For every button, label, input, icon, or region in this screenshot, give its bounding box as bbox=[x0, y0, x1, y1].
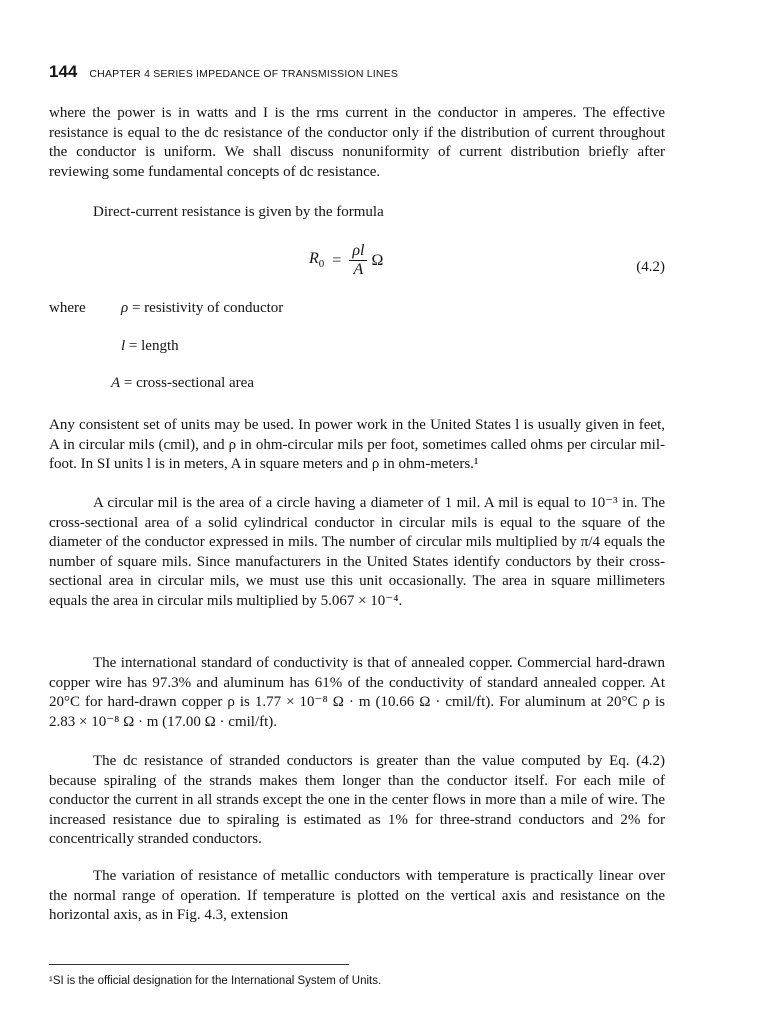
paragraph-circular-mil: A circular mil is the area of a circle having a diameter of 1 mil. A mil is equal to 10⁻³ in. The cross-sectional area of a solid cylindrical conductor in circular mils is equal to the square of the diameter of the conductor expressed in mils. The number of circular mils multiplied by π/4 equals the number of square mils. Since manufacturers in the United States identify conductors by their cross-sectional area in circular mils, we must use this unit occasionally. The area in square millimeters equals the area in circular mils multiplied by 5.067 × 10⁻⁴. bbox=[49, 495, 665, 609]
page-number: 144 bbox=[49, 62, 78, 81]
equation-equals: = bbox=[332, 251, 342, 269]
equation-denominator: A bbox=[353, 261, 364, 278]
paragraph-temperature: The variation of resistance of metallic conductors with temperature is practically linear over the normal range of operation. If temperature is plotted on the vertical axis and resistance on the horizontal axis, as in Fig. 4.3, extension bbox=[49, 868, 665, 923]
footnote-rule bbox=[49, 964, 349, 965]
paragraph-dc-resistance-intro: Direct-current resistance is given by the formula bbox=[93, 204, 384, 220]
footnote: ¹SI is the official designation for the International System of Units. bbox=[49, 975, 382, 987]
equation-numerator: ρl bbox=[349, 242, 367, 261]
equation-lhs: $R_0$ bbox=[309, 250, 325, 271]
equation-4-2 bbox=[309, 242, 383, 279]
paragraph-stranded-conductors: The dc resistance of stranded conductors is greater than the value computed by Eq. (4.2) because spiraling of the strands makes them longer than the conductor itself. For each mile of conductor the current in all strands except the one in the center flows in more than a mile of wire. The increased resistance due to spiraling is estimated as 1% for three-strand conductors and 2% for concentrically stranded conductors. bbox=[49, 753, 665, 847]
paragraph-conductivity: The international standard of conductivity is that of annealed copper. Commercial hard-drawn copper wire has 97.3% and aluminum has 61% of the conductivity of standard annealed copper. At 20°C for hard-drawn copper ρ is 1.77 × 10⁻⁸ Ω · m (10.66 Ω · cmil/ft). For aluminum at 20°C ρ is 2.83 × 10⁻⁸ Ω · m (17.00 Ω · cmil/ft). bbox=[49, 655, 665, 730]
equation-number: (4.2) bbox=[636, 259, 665, 275]
chapter-title: CHAPTER 4 SERIES IMPEDANCE OF TRANSMISSION LINES bbox=[89, 68, 399, 80]
running-head bbox=[49, 62, 398, 82]
definitions-label: where bbox=[49, 300, 86, 316]
paragraph-effective-resistance: where the power is in watts and I is the rms current in the conductor in amperes. The effective resistance is equal to the dc resistance of the conductor only if the distribution of current throughout the conductor is uniform. We shall discuss nonuniformity of current distribution briefly after reviewing some fundamental concepts of dc resistance. bbox=[49, 105, 665, 180]
equation-unit: Ω bbox=[371, 251, 384, 269]
paragraph-units: Any consistent set of units may be used. In power work in the United States l is usually given in feet, A in circular mils (cmil), and ρ in ohm-circular mils per foot, sometimes called ohms per circular mil-foot. In SI units l is in meters, A in square meters and ρ in ohm-meters.¹ bbox=[49, 417, 665, 472]
book-page: 144 CHAPTER 4 SERIES IMPEDANCE OF TRANSMISSION LINES where the power is in watts and I is the rms current in the conductor in amperes. The effective resistance is equal to the dc resistance of the conductor only if the distribution of current throughout the conductor is uniform. We shall discuss nonuniformity of current distribution briefly after reviewing some fundamental concepts of dc resistance. Direct-current resistance is given by the formula $R_0$ = $\frac{\rho l}{A}$ Ω (4.2) where ρ = resistivity of conductor l = length A = cross-sectional area Any consistent set of units may be used. In power work in the United States l is usually given in feet, A in circular mils (cmil), and ρ in ohm-circular mils per foot, sometimes called ohms per circular mil-foot. In SI units l is in meters, A in square meters and ρ in ohm-meters.¹ A circular mil is the area of a circle having a diameter of 1 mil. A mil is equal to 10⁻³ in. The cross-sectional area of a solid cylindrical conductor in circular mils is equal to the square of the diameter of the conductor expressed in mils. The number of circular mils multiplied by π/4 equals the number of square mils. Since manufacturers in the United States identify conductors by their cross-sectional area in circular mils, we must use this unit occasionally. The area in square millimeters equals the area in circular mils multiplied by 5.067 × 10⁻⁴. The international standard of conductivity is that of annealed copper. Commercial hard-drawn copper wire has 97.3% and aluminum has 61% of the conductivity of standard annealed copper. At 20°C for hard-drawn copper ρ is 1.77 × 10⁻⁸ Ω · m (10.66 Ω · cmil/ft). For aluminum at 20°C ρ is 2.83 × 10⁻⁸ Ω · m (17.00 Ω · cmil/ft). The dc resistance of stranded conductors is greater than the value computed by Eq. (4.2) because spiraling of the strands makes them longer than the conductor itself. For each mile of conductor the current in all strands except the one in the center flows in more than a mile of wire. The increased resistance due to spiraling is estimated as 1% for three-strand conductors and 2% for concentrically stranded conductors. The variation of resistance of metallic conductors with temperature is practically linear over the normal range of operation. If temperature is plotted on the vertical axis and resistance on the horizontal axis, as in Fig. 4.3, extension ¹SI is the official designation for the International System of Units. bbox=[49, 62, 665, 987]
equation-fraction bbox=[349, 242, 367, 279]
